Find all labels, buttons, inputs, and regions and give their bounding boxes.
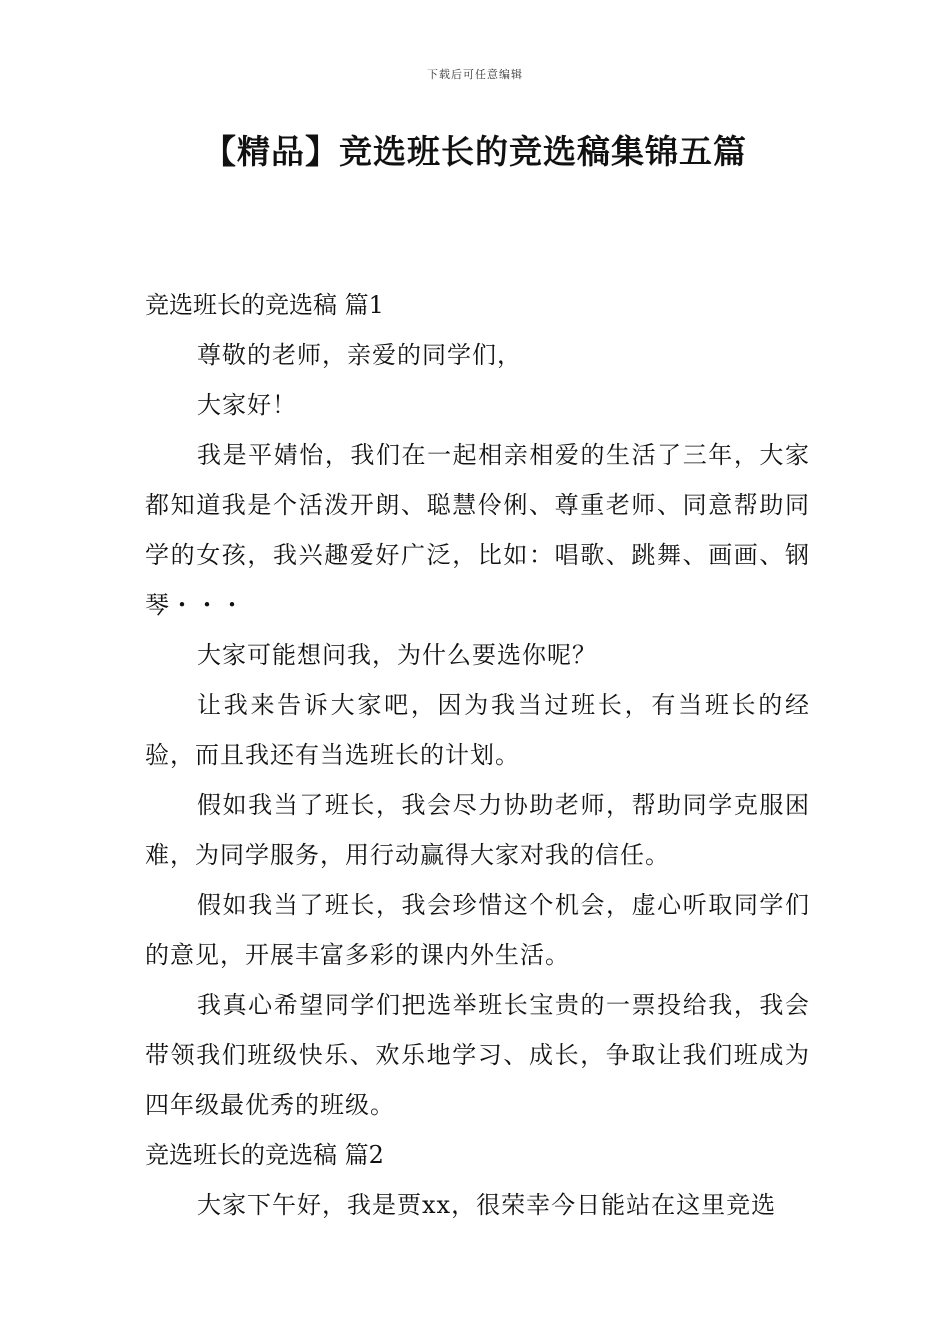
document-title: 【精品】竞选班长的竞选稿集锦五篇 <box>203 132 747 171</box>
paragraph: 大家可能想问我，为什么要选你呢？ <box>197 641 597 669</box>
paragraph: 假如我当了班长，我会尽力协助老师，帮助同学克服困难，为同学服务，用行动赢得大家对我的信任。 <box>145 791 810 869</box>
paragraph: 尊敬的老师，亲爱的同学们， <box>197 341 522 369</box>
paragraph: 大家好！ <box>197 391 297 419</box>
section-heading: 竞选班长的竞选稿 篇1 <box>145 291 384 319</box>
document-body <box>145 280 810 1230</box>
header-note: 下载后可任意编辑 <box>427 68 523 81</box>
paragraph: 让我来告诉大家吧，因为我当过班长，有当班长的经验，而且我还有当选班长的计划。 <box>145 691 810 769</box>
paragraph: 假如我当了班长，我会珍惜这个机会，虚心听取同学们的意见，开展丰富多彩的课内外生活。 <box>145 891 810 969</box>
section-heading: 竞选班长的竞选稿 篇2 <box>145 1141 384 1169</box>
paragraph: 大家下午好，我是贾xx，很荣幸今日能站在这里竞选 <box>197 1191 777 1219</box>
paragraph: 我是平婧怡，我们在一起相亲相爱的生活了三年，大家都知道我是个活泼开朗、聪慧伶俐、尊重老师、同意帮助同学的女孩，我兴趣爱好广泛，比如：唱歌、跳舞、画画、钢琴・・・ <box>145 441 810 619</box>
paragraph: 我真心希望同学们把选举班长宝贵的一票投给我，我会带领我们班级快乐、欢乐地学习、成长，争取让我们班成为四年级最优秀的班级。 <box>145 991 810 1119</box>
